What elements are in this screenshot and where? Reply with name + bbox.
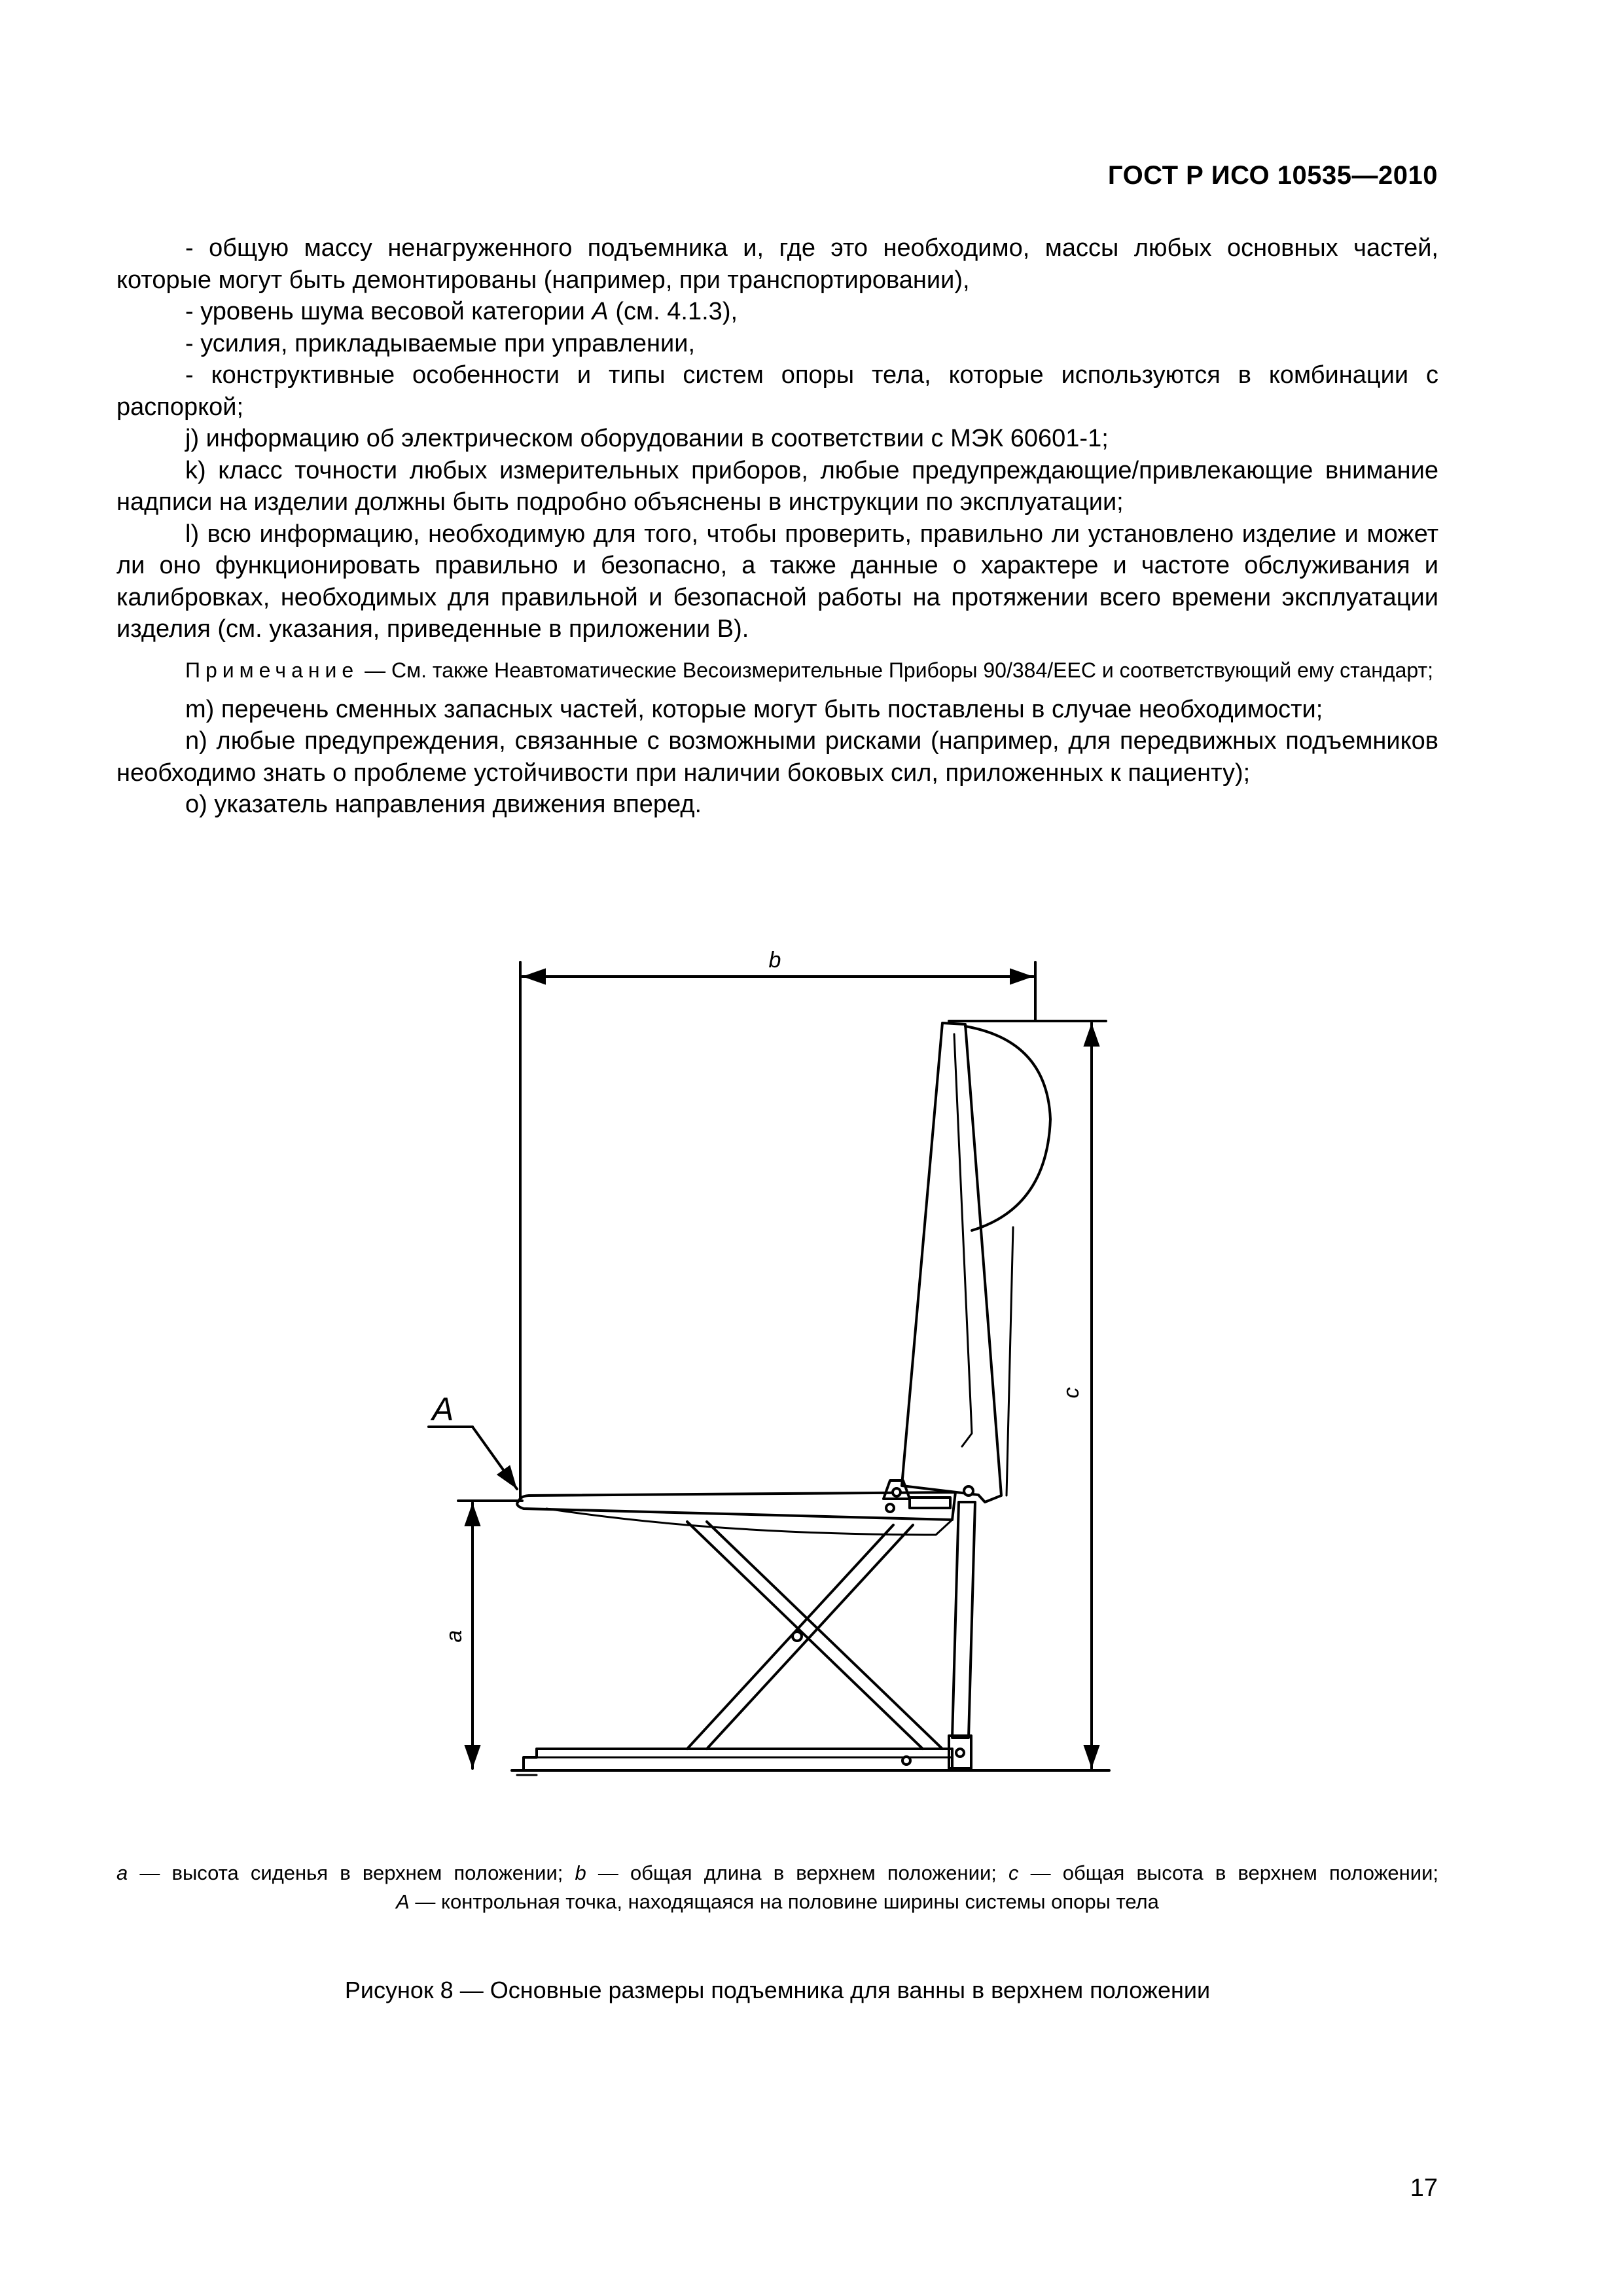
backrest <box>902 1023 1001 1502</box>
note-label: Примечание <box>185 658 359 682</box>
paragraph-mass: - общую массу ненагруженного подъемника и, где это необходимо, массы любых основных частей, которые могут быть демонтированы (например, при транспортировании), <box>116 234 1438 294</box>
paragraph-noise: - уровень шума весовой категории A (см. 4.1.3), <box>185 298 738 325</box>
paragraph-forces: - усилия, прикладываемые при управлении, <box>185 329 695 357</box>
figure-legend <box>116 1859 1438 1916</box>
list-item-k: k) класс точности любых измерительных приборов, любые предупреждающие/привлекающие внимание надписи на изделии должны быть подробно объяснены в инструкции по эксплуатации; <box>116 456 1438 516</box>
dimension-label-b: b <box>768 948 781 973</box>
actuator-pin <box>956 1749 964 1757</box>
dimension-label-c: c <box>1059 1387 1084 1399</box>
dimension-label-a: a <box>442 1630 467 1643</box>
list-item-o: o) указатель направления движения вперед. <box>185 791 702 818</box>
backrest-rod <box>1007 1227 1013 1496</box>
document-code-header: ГОСТ Р ИСО 10535—2010 <box>1107 161 1438 190</box>
scissor-arm-2b <box>707 1525 913 1749</box>
hinge-block <box>910 1498 950 1508</box>
figure-caption: Рисунок 8 — Основные размеры подъемника для ванны в верхнем положении <box>344 1977 1211 2003</box>
actuator-column <box>952 1502 975 1738</box>
hinge-pin-right <box>964 1486 973 1496</box>
legend-line-2: A — контрольная точка, находящаяся на половине ширины системы опоры тела <box>396 1890 1159 1913</box>
scissor-arm-1b <box>707 1522 942 1749</box>
backrest-hinge-pin <box>893 1488 901 1496</box>
legend-line-1: a — высота сиденья в верхнем положении; b — общая длина в верхнем положении; c — общая высота в верхнем положении; <box>116 1861 1438 1884</box>
base-pivot <box>902 1757 910 1765</box>
scissor-arm-1a <box>687 1522 923 1749</box>
list-item-n: n) любые предупреждения, связанные с возможными рисками (например, для передвижных подъемников необходимо знать о проблеме устойчивости при наличии боковых сил, приложенных к пациенту); <box>116 727 1438 787</box>
base-plate <box>524 1749 952 1769</box>
list-item-l: l) всю информацию, необходимую для того, чтобы проверить, правильно ли установлено изделие и может ли оно функционировать правильно и безопасно, а также данные о характере и частоте обслуживания и калибровках, необходимых для правильной и безопасной работы на протяжении всего времени эксплуатации изделия (см. указания, приведенные в приложении В). <box>116 520 1438 643</box>
leader-A <box>473 1427 517 1489</box>
scissor-pivot <box>793 1632 802 1641</box>
page-number: 17 <box>1410 2174 1438 2202</box>
reference-label-A: A <box>432 1391 454 1427</box>
list-item-m: m) перечень сменных запасных частей, которые могут быть поставлены в случае необходимости; <box>185 695 1323 723</box>
backrest-inner <box>954 1034 972 1446</box>
seat-pivot-left <box>886 1504 894 1512</box>
note-text: — См. также Неавтоматические Весоизмерительные Приборы 90/384/EEC и соответствующий ему стандарт; <box>359 658 1433 682</box>
scissor-arm-2a <box>687 1525 893 1749</box>
paragraph-body-support: - конструктивные особенности и типы систем опоры тела, которые используются в комбинации с распоркой; <box>116 361 1438 421</box>
list-item-j: j) информацию об электрическом оборудовании в соответствии с МЭК 60601-1; <box>185 425 1109 452</box>
